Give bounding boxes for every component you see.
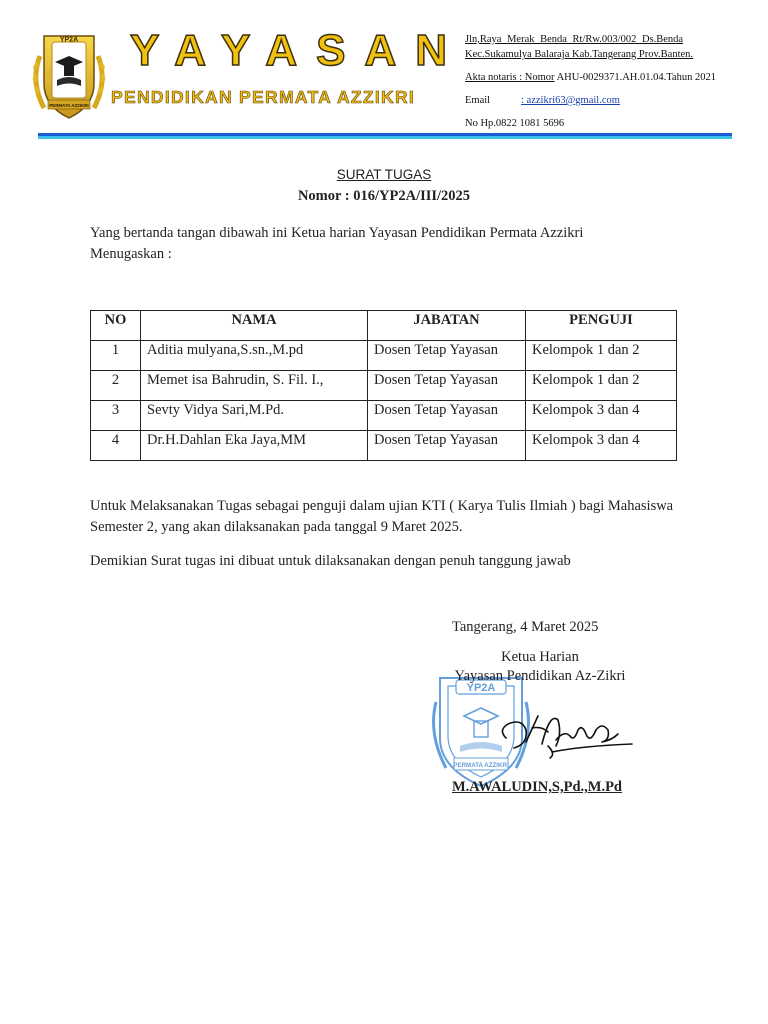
email-separator: : bbox=[521, 95, 524, 106]
letter-number: Nomor : 016/YP2A/III/2025 bbox=[297, 188, 471, 204]
table-row bbox=[91, 341, 677, 371]
cell-nama: Dr.H.Dahlan Eka Jaya,MM bbox=[141, 431, 368, 461]
assignment-table bbox=[90, 310, 677, 461]
stamp-top-text: YP2A bbox=[466, 682, 496, 694]
header-divider bbox=[38, 133, 732, 139]
cell-nama: Memet isa Bahrudin, S. Fil. I., bbox=[141, 371, 368, 401]
notary-deed-line bbox=[465, 71, 716, 84]
header-divider-light-line bbox=[38, 136, 732, 139]
signer-name: M.AWALUDIN,S,Pd.,M.Pd bbox=[452, 779, 622, 795]
logo-top-text: YP2A bbox=[59, 36, 79, 44]
address-line-1: Jln,Raya Merak Benda Rt/Rw.003/002 Ds.Benda bbox=[465, 34, 684, 45]
email-link[interactable]: azzikri63@gmail.com bbox=[523, 95, 620, 106]
cell-jabatan: Dosen Tetap Yayasan bbox=[368, 431, 526, 461]
place-date: Tangerang, 4 Maret 2025 bbox=[452, 619, 599, 635]
letter-title: SURAT TUGAS bbox=[336, 167, 432, 182]
email-line bbox=[465, 94, 620, 107]
table-row bbox=[91, 401, 677, 431]
purpose-paragraph: Untuk Melaksanakan Tugas sebagai penguji dalam ujian KTI ( Karya Tulis Ilmiah ) bagi Mahasiswa Semester 2, yang akan dilaksanakan pada tanggal 9 Maret 2025. bbox=[90, 498, 674, 535]
header-no: NO bbox=[91, 311, 141, 341]
cell-penguji: Kelompok 1 dan 2 bbox=[526, 371, 677, 401]
header-jabatan: JABATAN bbox=[368, 311, 526, 341]
header-nama: NAMA bbox=[141, 311, 368, 341]
foundation-logo bbox=[28, 26, 110, 124]
table-row bbox=[91, 371, 677, 401]
cell-no: 3 bbox=[91, 401, 141, 431]
notary-deed-label: Akta notaris : Nomor bbox=[465, 72, 555, 83]
cell-jabatan: Dosen Tetap Yayasan bbox=[368, 341, 526, 371]
phone-line: No Hp.0822 1081 5696 bbox=[465, 118, 565, 129]
cell-no: 1 bbox=[91, 341, 141, 371]
letterhead-title: YAYASAN bbox=[130, 26, 467, 75]
address-line-2: Kec.Sukamulya Balaraja Kab.Tangerang Prov.Banten. bbox=[465, 49, 694, 60]
cell-no: 4 bbox=[91, 431, 141, 461]
table-header-row bbox=[91, 311, 677, 341]
cell-penguji: Kelompok 3 dan 4 bbox=[526, 401, 677, 431]
closing-paragraph: Demikian Surat tugas ini dibuat untuk dilaksanakan dengan penuh tanggung jawab bbox=[90, 553, 571, 569]
signer-position: Ketua Harian bbox=[501, 649, 579, 665]
signer-organization: Yayasan Pendidikan Az-Zikri bbox=[454, 668, 626, 684]
cell-nama: Aditia mulyana,S.sn.,M.pd bbox=[141, 341, 368, 371]
cell-penguji: Kelompok 3 dan 4 bbox=[526, 431, 677, 461]
email-label: Email bbox=[465, 95, 491, 106]
cell-nama: Sevty Vidya Sari,M.Pd. bbox=[141, 401, 368, 431]
stamp-bottom-text: PERMATA AZZIKRI bbox=[453, 762, 509, 769]
cell-no: 2 bbox=[91, 371, 141, 401]
header-penguji: PENGUJI bbox=[526, 311, 677, 341]
cell-jabatan: Dosen Tetap Yayasan bbox=[368, 371, 526, 401]
handwritten-signature bbox=[492, 700, 636, 770]
header-divider-dark-line bbox=[38, 133, 732, 136]
notary-deed-value: AHU-0029371.AH.01.04.Tahun 2021 bbox=[554, 72, 716, 83]
cell-penguji: Kelompok 1 dan 2 bbox=[526, 341, 677, 371]
letterhead-org-name: PENDIDIKAN PERMATA AZZIKRI bbox=[111, 87, 416, 107]
logo-bottom-text: PERMATA AZZIKRI bbox=[49, 103, 89, 108]
cell-jabatan: Dosen Tetap Yayasan bbox=[368, 401, 526, 431]
table-row bbox=[91, 431, 677, 461]
intro-paragraph: Yang bertanda tangan dibawah ini Ketua harian Yayasan Pendidikan Permata Azzikri Menugaskan : bbox=[90, 225, 584, 262]
